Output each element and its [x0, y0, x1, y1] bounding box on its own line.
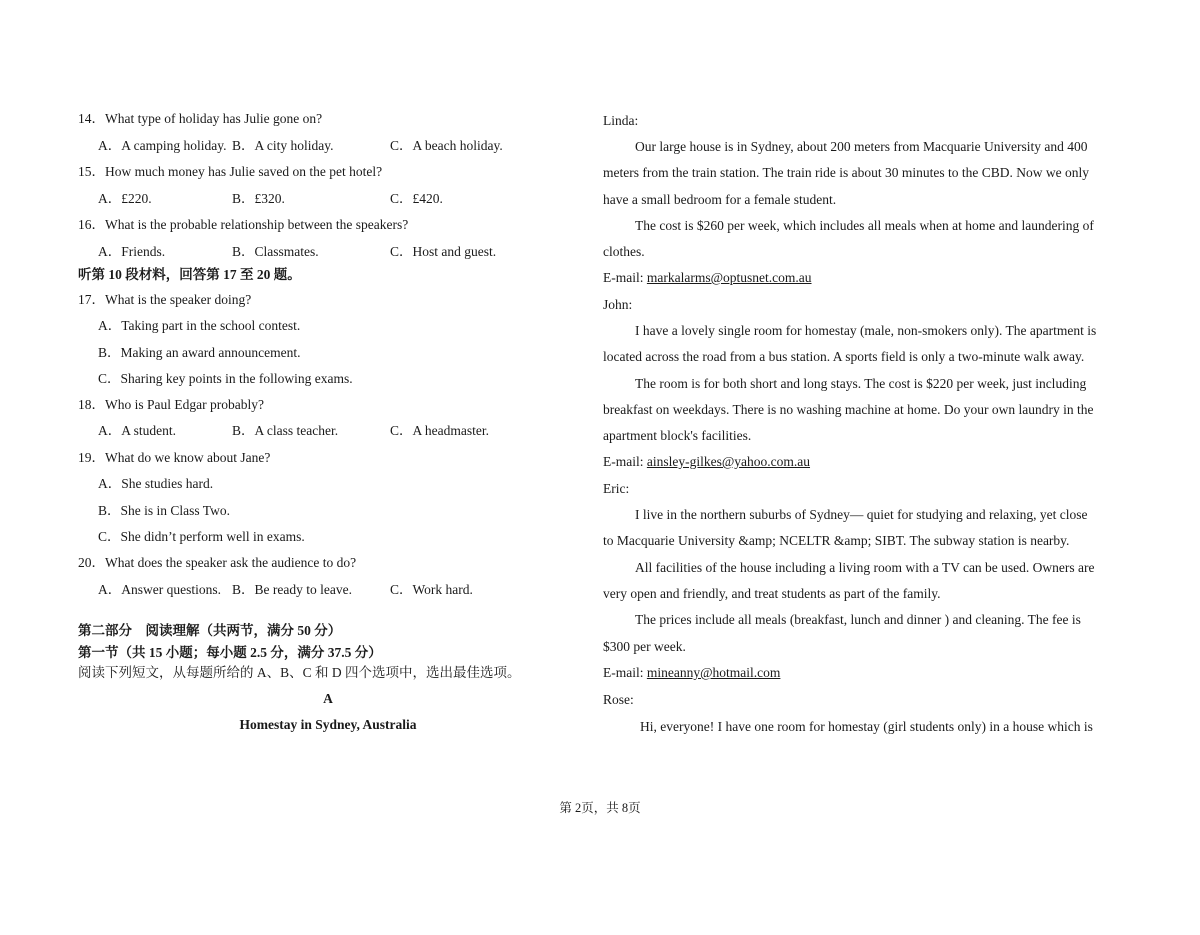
john-paragraph-1-line-1: I have a lovely single room for homestay (male, non-smokers only). The apartment is	[635, 323, 1097, 338]
eric-paragraph-1-line-2: to Macquarie University &amp; NCELTR &amp; SIBT. The subway station is nearby.	[603, 533, 1070, 548]
question-14-stem: 14．What type of holiday has Julie gone on?	[78, 111, 323, 126]
question-17-option-b: B．Making an award announcement.	[98, 345, 301, 360]
question-16-option-c: C．Host and guest.	[390, 244, 497, 259]
question-14-option-b: B．A city holiday.	[232, 138, 334, 153]
john-email-link[interactable]: ainsley-gilkes@yahoo.com.au	[646, 454, 811, 469]
question-15-option-b: B．£320.	[232, 191, 285, 206]
question-19-stem: 19．What do we know about Jane?	[78, 450, 271, 465]
john-email-label: E-mail:	[603, 454, 647, 469]
linda-paragraph-1-line-1: Our large house is in Sydney, about 200 meters from Macquarie University and 400	[635, 139, 1088, 154]
reading-instructions: 阅读下列短文，从每题所给的 A、B、C 和 D 四个选项中，选出最佳选项。	[78, 665, 521, 680]
part-two-heading: 第二部分 阅读理解（共两节，满分 50 分）	[78, 623, 342, 638]
question-15-option-c: C．£420.	[390, 191, 443, 206]
passage-title: Homestay in Sydney, Australia	[239, 717, 417, 732]
question-17-option-c: C．Sharing key points in the following exams.	[98, 371, 353, 386]
question-20-option-b: B．Be ready to leave.	[232, 582, 352, 597]
page-number: 第 2页，共 8页	[559, 801, 641, 815]
question-18-option-c: C．A headmaster.	[390, 423, 489, 438]
eric-paragraph-3-line-2: $300 per week.	[603, 639, 686, 654]
question-19-option-b: B．She is in Class Two.	[98, 503, 230, 518]
john-paragraph-2-line-1: The room is for both short and long stays. The cost is $220 per week, just including	[635, 376, 1087, 391]
question-18-stem: 18．Who is Paul Edgar probably?	[78, 397, 264, 412]
eric-email-link[interactable]: mineanny@hotmail.com	[646, 665, 781, 680]
question-18-option-a: A．A student.	[98, 423, 177, 438]
host-name-rose: Rose:	[603, 692, 634, 707]
linda-paragraph-1-line-3: have a small bedroom for a female student.	[603, 192, 837, 207]
question-18-option-b: B．A class teacher.	[232, 423, 339, 438]
question-16-option-b: B．Classmates.	[232, 244, 319, 259]
linda-paragraph-2-line-1: The cost is $260 per week, which includes all meals when at home and laundering of	[635, 218, 1094, 233]
john-paragraph-2-line-3: apartment block's facilities.	[603, 428, 752, 443]
question-20-option-a: A．Answer questions.	[98, 582, 221, 597]
eric-paragraph-1-line-1: I live in the northern suburbs of Sydney— quiet for studying and relaxing, yet close	[635, 507, 1088, 522]
linda-paragraph-1-line-2: meters from the train station. The train ride is about 30 minutes to the CBD. Now we only	[603, 165, 1090, 180]
eric-email-line	[603, 666, 780, 680]
eric-paragraph-2-line-1: All facilities of the house including a living room with a TV can be used. Owners are	[635, 560, 1095, 575]
section-one-heading: 第一节（共 15 小题；每小题 2.5 分，满分 37.5 分）	[78, 645, 382, 660]
eric-paragraph-2-line-2: very open and friendly, and treat students as part of the family.	[603, 586, 941, 601]
john-paragraph-1-line-2: located across the road from a bus station. A sports field is only a two-minute walk away.	[603, 349, 1085, 364]
question-14-option-a: A．A camping holiday.	[98, 138, 227, 153]
listening-section-note: 听第 10 段材料，回答第 17 至 20 题。	[78, 267, 301, 282]
linda-email-label: E-mail:	[603, 270, 647, 285]
john-paragraph-2-line-2: breakfast on weekdays. There is no washing machine at home. Do your own laundry in the	[603, 402, 1094, 417]
host-name-linda: Linda:	[603, 113, 639, 128]
question-14-option-c: C．A beach holiday.	[390, 138, 503, 153]
question-15-option-a: A．£220.	[98, 191, 152, 206]
host-name-eric: Eric:	[603, 481, 630, 496]
question-20-stem: 20．What does the speaker ask the audience to do?	[78, 555, 357, 570]
question-20-option-c: C．Work hard.	[390, 582, 473, 597]
question-15-stem: 15．How much money has Julie saved on the pet hotel?	[78, 164, 383, 179]
question-19-option-a: A．She studies hard.	[98, 476, 214, 491]
rose-paragraph-1-line-1: Hi, everyone! I have one room for homestay (girl students only) in a house which is	[640, 719, 1093, 734]
eric-email-label: E-mail:	[603, 665, 647, 680]
eric-paragraph-3-line-1: The prices include all meals (breakfast, lunch and dinner ) and cleaning. The fee is	[635, 612, 1081, 627]
linda-email-link[interactable]: markalarms@optusnet.com.au	[646, 270, 812, 285]
passage-letter: A	[323, 691, 333, 706]
question-16-option-a: A．Friends.	[98, 244, 166, 259]
linda-paragraph-2-line-2: clothes.	[603, 244, 645, 259]
question-17-stem: 17．What is the speaker doing?	[78, 292, 252, 307]
john-email-line	[603, 455, 810, 469]
question-17-option-a: A．Taking part in the school contest.	[98, 318, 301, 333]
host-name-john: John:	[603, 297, 633, 312]
question-16-stem: 16．What is the probable relationship between the speakers?	[78, 217, 409, 232]
linda-email-line	[603, 271, 812, 285]
question-19-option-c: C．She didn’t perform well in exams.	[98, 529, 305, 544]
